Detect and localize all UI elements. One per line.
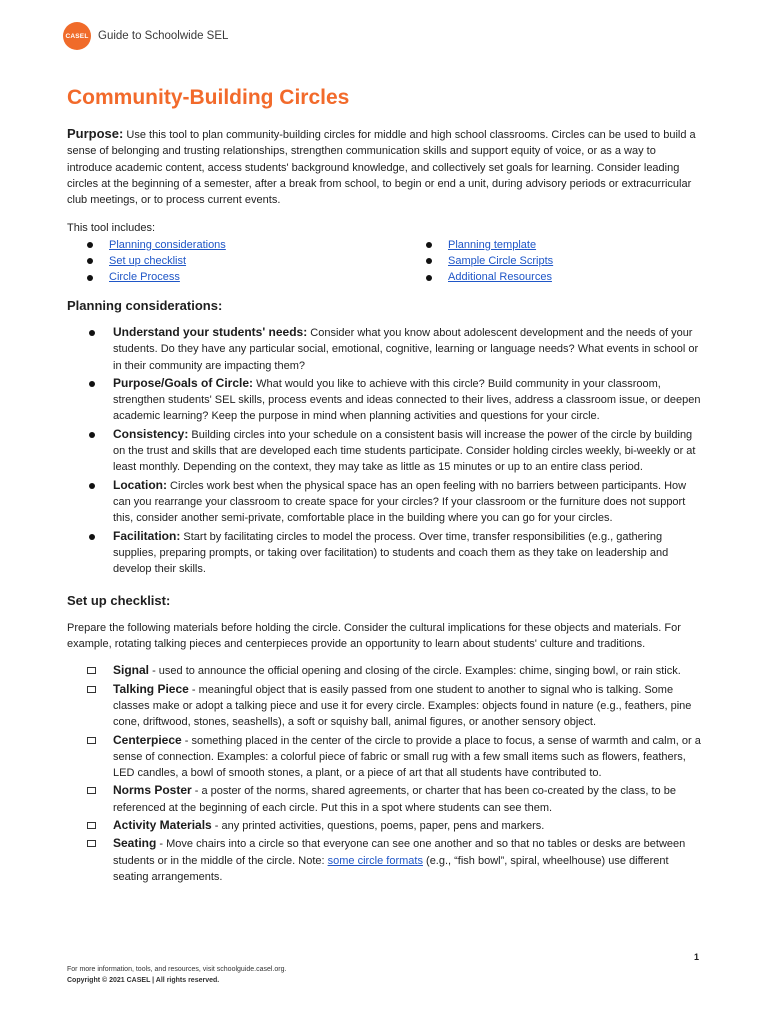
item-text: - meaningful object that is easily passed from one student to another to signal who is talking. Some classes make or adopt a talking piece and use it for every circle. Examples: objects found in nature (e.g., feathers, pine cone, driftwood, stones, seashells), a soft or squishy ball, animal figures, or another sensory object. — [113, 683, 692, 729]
logo-text: CASEL — [65, 32, 89, 40]
checkbox-icon — [87, 822, 96, 829]
item-text: Circles work best when the physical space has an open feeling with no barriers between participants. How can you rearrange your classroom to create space for your circles? If your classroom or the furniture does not support this, consider another semi-private, comfortable place in the building where you can go for your circles. — [113, 479, 687, 525]
casel-logo — [63, 22, 91, 50]
bullet-icon — [87, 242, 93, 248]
item-text: - used to announce the official opening and closing of the circle. Examples: chime, singing bowl, or rain stick. — [149, 665, 681, 678]
checkbox-icon — [87, 667, 96, 674]
bullet-icon — [87, 275, 93, 281]
main-content — [67, 126, 703, 886]
item-term: Consistency: — [113, 426, 189, 441]
item-term: Centerpiece — [113, 732, 182, 747]
list-item — [67, 253, 406, 269]
item-text: What would you like to achieve with this circle? Build community in your classroom, strengthen students' SEL skills, process events and ideas connected to their lives, address a classroom issue, or deepen academic learning? Keep the purpose in mind when planning activities and questions for your circle. — [113, 377, 701, 423]
bullet-icon — [426, 275, 432, 281]
item-term: Norms Poster — [113, 783, 192, 798]
includes-list — [67, 237, 703, 286]
list-item — [406, 269, 706, 285]
item-term: Talking Piece — [113, 681, 189, 696]
purpose-text: Use this tool to plan community-building circles for middle and high school classrooms. Circles can be used to build a sense of belonging and trusting relationships, strengthen communication skills and support equity of voice, or as a way to introduce academic content, access students' background knowledge, and collectively set goals for learning. Consider leading circles at the beginning of a semester, after a break from school, to begin or end a unit, during advisory periods or extracurricular club meetings, or to process current events. — [67, 129, 696, 207]
item-text: Building circles into your schedule on a consistent basis will increase the power of the circle by building on the trust and skills that are developed each time students participate. Consider holding circles weekly, bi-weekly or at least monthly. Depending on the context, they may take as little as 15 minutes or up to an entire class period. — [113, 428, 696, 474]
bullet-icon — [89, 432, 95, 438]
list-item — [67, 269, 406, 285]
list-item — [67, 528, 703, 578]
list-item — [406, 237, 706, 253]
page-title: Community-Building Circles — [67, 86, 350, 109]
bullet-icon — [87, 258, 93, 264]
checklist-item — [67, 835, 703, 885]
bullet-icon — [89, 483, 95, 489]
item-text: (e.g., “fish bowl”, spiral, wheelhouse) use different seating arrangements. — [113, 854, 669, 883]
bullet-icon — [426, 258, 432, 264]
item-term: Seating — [113, 836, 157, 851]
item-term: Purpose/Goals of Circle: — [113, 375, 254, 390]
header-title: Guide to Schoolwide SEL — [98, 30, 229, 42]
checklist-item — [67, 732, 703, 782]
setup-checklist — [67, 662, 703, 885]
list-item — [406, 253, 706, 269]
link-additional-resources[interactable]: Additional Resources — [448, 271, 552, 284]
includes-intro: This tool includes: — [67, 222, 156, 235]
link-sample-circle-scripts[interactable]: Sample Circle Scripts — [448, 255, 554, 268]
link-some-circle-formats[interactable]: some circle formats — [327, 854, 423, 867]
checkbox-icon — [87, 686, 96, 693]
checkbox-icon — [87, 737, 96, 744]
item-text: - any printed activities, questions, poems, paper, pens and markers. — [211, 819, 545, 832]
checklist-item — [67, 681, 703, 731]
item-term: Understand your students' needs: — [113, 324, 308, 339]
page-header — [63, 22, 228, 50]
list-item — [67, 477, 703, 527]
item-term: Signal — [113, 663, 150, 678]
setup-intro: Prepare the following materials before holding the circle. Consider the cultural implications for these objects and materials. For example, rotating talking pieces and centerpieces provide an opportunity to learn about students' culture and traditions. — [67, 621, 681, 651]
link-planning-template[interactable]: Planning template — [448, 238, 537, 251]
link-planning-considerations[interactable]: Planning considerations — [109, 238, 226, 251]
item-text: - a poster of the norms, shared agreements, or charter that has been co-created by the class, to be referenced at the beginning of each circle. Put this in a spot where students can see them. — [113, 785, 676, 814]
tool-includes — [67, 220, 703, 285]
page-number: 1 — [694, 952, 700, 962]
purpose-label: Purpose: — [67, 126, 124, 141]
planning-heading: Planning considerations: — [67, 297, 223, 313]
list-item — [67, 375, 703, 425]
list-item — [67, 237, 406, 253]
checkbox-icon — [87, 840, 96, 847]
footer-copyright: Copyright © 2021 CASEL | All rights reserved. — [67, 977, 220, 984]
item-text: - Move chairs into a circle so that everyone can see one another and so that no tables or desks are between students or in the middle of the circle. Note: — [113, 838, 686, 867]
checklist-item — [67, 817, 703, 834]
item-text: Start by facilitating circles to model the process. Over time, transfer responsibilities (e.g., gathering supplies, preparing prompts, or taking over facilitation) to students and coach them as they take on leadership and develop their skills. — [113, 530, 669, 576]
planning-list — [67, 324, 703, 577]
item-text: - something placed in the center of the circle to provide a place to focus, a sense of warmth and calm, or a sense of connection. Examples: a colorful piece of fabric or small rug with a few small items such as flowers, feathers, LED candles, a bowl of smooth stones, a plant, or a piece of art that all students have contributed to. — [113, 734, 701, 780]
footer-info: For more information, tools, and resources, visit schoolguide.casel.org. — [67, 966, 287, 973]
checklist-item — [67, 782, 703, 816]
bullet-icon — [89, 381, 95, 387]
checklist-item — [67, 662, 703, 679]
item-term: Activity Materials — [113, 817, 212, 832]
item-term: Location: — [113, 477, 167, 492]
bullet-icon — [89, 330, 95, 336]
bullet-icon — [426, 242, 432, 248]
item-text: Consider what you know about adolescent development and the needs of your students. Do they have any particular social, emotional, cognitive, learning or language needs? What events in school or in their community are impacting them? — [113, 326, 699, 372]
list-item — [67, 426, 703, 476]
link-set-up-checklist[interactable]: Set up checklist — [109, 255, 187, 268]
page-footer — [67, 964, 286, 986]
setup-heading: Set up checklist: — [67, 593, 171, 609]
list-item — [67, 324, 703, 374]
link-circle-process[interactable]: Circle Process — [109, 271, 180, 284]
bullet-icon — [89, 534, 95, 540]
item-term: Facilitation: — [113, 528, 181, 543]
purpose-paragraph — [67, 126, 703, 208]
checkbox-icon — [87, 787, 96, 794]
